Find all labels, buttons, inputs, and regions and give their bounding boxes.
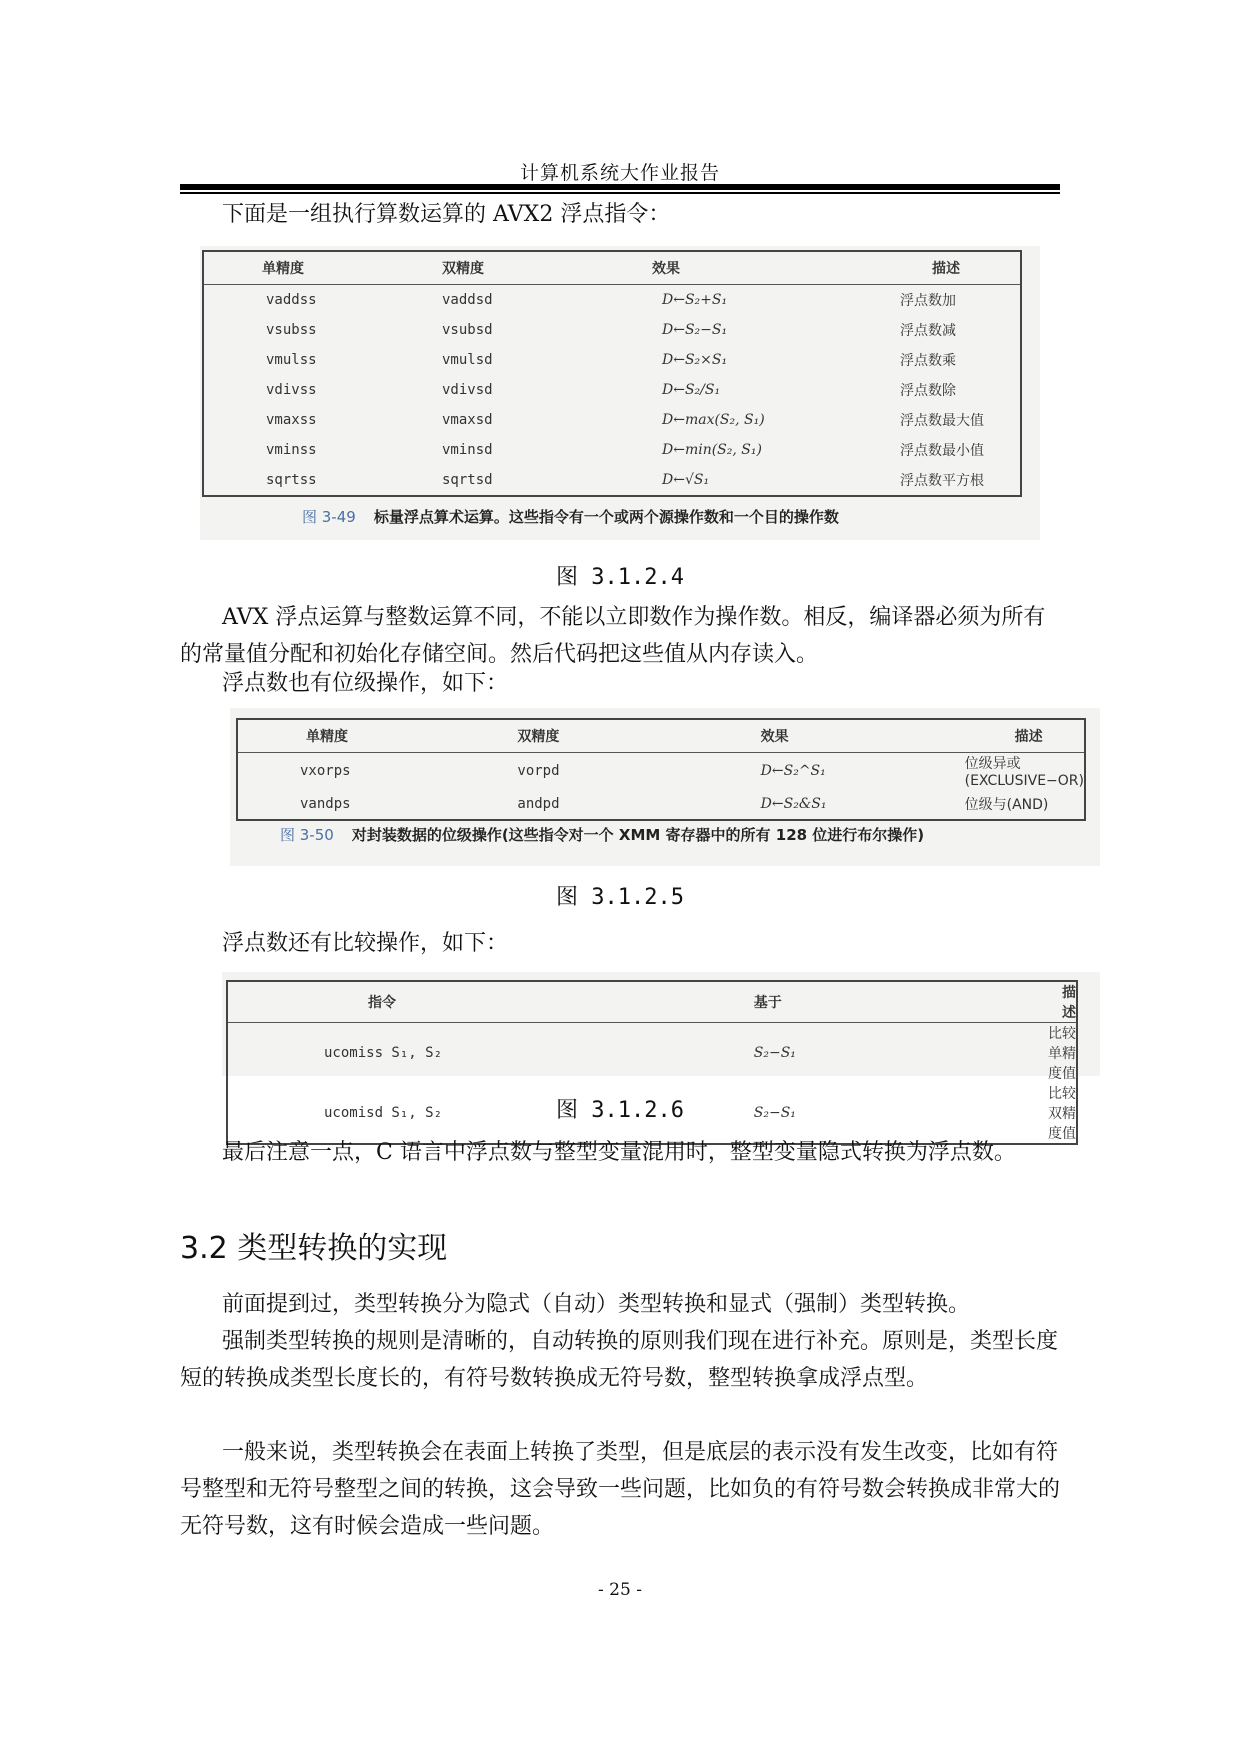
cell-description: 浮点数乘 bbox=[900, 353, 956, 369]
cell-based-on: S₂−S₁ bbox=[753, 1045, 796, 1061]
cell-double: vaddsd bbox=[442, 292, 493, 308]
cell-instruction: ucomisd S₁, S₂ bbox=[324, 1105, 443, 1121]
cell-double: sqrtsd bbox=[442, 472, 493, 488]
cell-description: 浮点数最小值 bbox=[900, 443, 984, 459]
bitwise-fp-table bbox=[236, 718, 1086, 821]
column-header: 描述 bbox=[1062, 985, 1076, 1021]
cell-instruction: ucomiss S₁, S₂ bbox=[324, 1045, 443, 1061]
column-header: 单精度 bbox=[262, 261, 304, 277]
table-row bbox=[237, 789, 1085, 820]
scan-caption-label: 图 3-50 bbox=[280, 826, 334, 844]
table-row bbox=[203, 315, 1021, 345]
paragraph: 浮点数还有比较操作，如下： bbox=[222, 931, 509, 956]
cell-description: 比较双精度值 bbox=[1048, 1086, 1076, 1142]
table-header-row bbox=[237, 719, 1085, 753]
cell-double: vminsd bbox=[442, 442, 493, 458]
cell-description: 浮点数平方根 bbox=[900, 473, 984, 489]
cell-description: 浮点数最大值 bbox=[900, 413, 984, 429]
paragraph: 一般来说，类型转换会在表面上转换了类型，但是底层的表示没有发生改变，比如有符号整型和无符号整型之间的转换，这会导致一些问题，比如负的有符号数会转换成非常大的无符号数，这有时候会造成一些问题。 bbox=[180, 1440, 1061, 1539]
figure-3-49-scan bbox=[200, 246, 1040, 540]
cell-description: 浮点数减 bbox=[900, 323, 956, 339]
scan-caption-text: 标量浮点算术运算。这些指令有一个或两个源操作数和一个目的操作数 bbox=[373, 508, 839, 526]
cell-double: vmulsd bbox=[442, 352, 493, 368]
cell-description: 浮点数除 bbox=[900, 383, 956, 399]
cell-effect: D←S₂&S₁ bbox=[760, 796, 827, 812]
intro-line: 下面是一组执行算数运算的 AVX2 浮点指令： bbox=[222, 202, 671, 227]
cell-single: vmaxss bbox=[266, 412, 317, 428]
cell-double: vsubsd bbox=[442, 322, 493, 338]
column-header: 效果 bbox=[652, 261, 680, 277]
table-row bbox=[203, 465, 1021, 496]
column-header: 指令 bbox=[368, 995, 396, 1011]
column-header: 描述 bbox=[1014, 729, 1043, 745]
cell-effect: D←√S₁ bbox=[662, 472, 710, 488]
cell-effect: D←min(S₂, S₁) bbox=[662, 442, 762, 458]
table-row bbox=[203, 435, 1021, 465]
cell-double: vdivsd bbox=[442, 382, 493, 398]
figure-caption: 图 3.1.2.4 bbox=[556, 565, 684, 590]
header-rule-thick bbox=[180, 184, 1060, 190]
cell-single: vandps bbox=[300, 796, 351, 812]
cell-description: 浮点数加 bbox=[900, 293, 956, 309]
cell-based-on: S₂−S₁ bbox=[753, 1105, 796, 1121]
page-number: - 25 - bbox=[598, 1580, 642, 1600]
cell-effect: D←S₂×S₁ bbox=[662, 352, 728, 368]
paragraph: 最后注意一点，C 语言中浮点数与整型变量混用时，整型变量隐式转换为浮点数。 bbox=[222, 1140, 1016, 1165]
table-row bbox=[237, 753, 1085, 790]
paragraph: 浮点数也有位级操作，如下： bbox=[222, 671, 509, 696]
scalar-fp-table bbox=[202, 250, 1022, 497]
column-header: 单精度 bbox=[306, 729, 348, 745]
cell-effect: D←S₂−S₁ bbox=[662, 322, 728, 338]
cell-description: 位级异或(EXCLUSIVE−OR) bbox=[964, 756, 1084, 789]
column-header: 基于 bbox=[753, 995, 782, 1011]
table-row bbox=[203, 375, 1021, 405]
table-row bbox=[227, 1023, 1077, 1084]
cell-single: vminss bbox=[266, 442, 317, 458]
scan-caption-text: 对封装数据的位级操作(这些指令对一个 XMM 寄存器中的所有 128 位进行布尔操作) bbox=[351, 826, 925, 844]
figure-caption: 图 3.1.2.6 bbox=[556, 1098, 684, 1123]
header-rule-thin bbox=[180, 192, 1060, 194]
cell-description: 比较单精度值 bbox=[1048, 1026, 1076, 1082]
scan-caption bbox=[302, 506, 839, 527]
cell-effect: D←max(S₂, S₁) bbox=[662, 412, 765, 428]
scan-caption bbox=[280, 824, 924, 845]
figure-caption: 图 3.1.2.5 bbox=[556, 885, 684, 910]
scan-caption-label: 图 3-49 bbox=[302, 508, 356, 526]
paragraph: 前面提到过，类型转换分为隐式（自动）类型转换和显式（强制）类型转换。 bbox=[222, 1292, 971, 1317]
cell-double: andpd bbox=[517, 796, 560, 812]
cell-single: sqrtss bbox=[266, 472, 317, 488]
running-header: 计算机系统大作业报告 bbox=[519, 162, 720, 184]
cell-single: vxorps bbox=[300, 763, 351, 779]
table-row bbox=[203, 285, 1021, 316]
column-header: 双精度 bbox=[517, 729, 560, 745]
cell-effect: D←S₂^S₁ bbox=[760, 763, 826, 779]
table-row bbox=[203, 345, 1021, 375]
column-header: 效果 bbox=[760, 729, 789, 745]
column-header: 双精度 bbox=[442, 261, 484, 277]
cell-effect: D←S₂+S₁ bbox=[662, 292, 728, 308]
table-row bbox=[203, 405, 1021, 435]
cell-single: vdivss bbox=[266, 382, 317, 398]
cell-description: 位级与(AND) bbox=[964, 797, 1049, 813]
section-title: 3.2 类型转换的实现 bbox=[180, 1231, 448, 1266]
figure-3-50-scan bbox=[230, 708, 1100, 866]
cell-effect: D←S₂/S₁ bbox=[662, 382, 721, 398]
paragraph: 强制类型转换的规则是清晰的，自动转换的原则我们现在进行补充。原则是，类型长度短的转换成类型长度长的，有符号数转换成无符号数，整型转换拿成浮点型。 bbox=[180, 1329, 1059, 1391]
cell-double: vorpd bbox=[517, 763, 560, 779]
cell-single: vmulss bbox=[266, 352, 317, 368]
table-header-row bbox=[203, 251, 1021, 285]
table-header-row bbox=[227, 981, 1077, 1023]
cell-double: vmaxsd bbox=[442, 412, 493, 428]
cell-single: vsubss bbox=[266, 322, 317, 338]
paragraph: AVX 浮点运算与整数运算不同，不能以立即数作为操作数。相反，编译器必须为所有的常量值分配和初始化存储空间。然后代码把这些值从内存读入。 bbox=[180, 605, 1046, 667]
cell-single: vaddss bbox=[266, 292, 317, 308]
column-header: 描述 bbox=[932, 261, 960, 277]
